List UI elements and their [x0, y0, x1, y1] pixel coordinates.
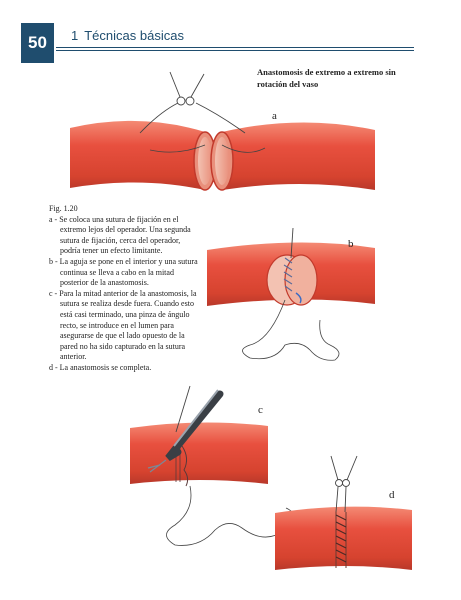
panel-a-illustration: [70, 72, 375, 190]
panel-label-d: d: [389, 489, 395, 501]
caption-item-d: d - La anastomosis se completa.: [49, 362, 152, 372]
panel-d-illustration: [275, 456, 412, 570]
figure-caption: [49, 204, 201, 374]
caption-item-c: c - Para la mitad anterior de la anastomosis, la sutura se realiza desde fuera. Cuando esto está casi terminado, una pinza de ángulo recto, se introduce en el lumen para asegurarse de que el lado opuesto de la pared no ha sido capturado en la sutura anterior.: [49, 288, 197, 362]
figure-label: Fig. 1.20: [49, 204, 78, 213]
chapter-number: 1: [71, 28, 79, 43]
caption-item-b: b - La aguja se pone en el interior y una sutura continua se lleva a cabo en la mitad posterior de la anastomosis.: [49, 256, 198, 288]
chapter-title: Técnicas básicas: [84, 28, 184, 43]
panel-label-b: b: [348, 238, 354, 250]
figure-title-line-2: rotación del vaso: [257, 79, 319, 89]
panel-label-c: c: [258, 404, 263, 416]
figure-title-line-1: Anastomosis de extremo a extremo sin: [257, 67, 396, 77]
panel-label-a: a: [272, 110, 277, 122]
panel-c-illustration: [130, 386, 294, 545]
caption-item-a: a - Se coloca una sutura de fijación en el extremo lejos del operador. Una segunda sutura de fijación, cerca del operador, podría tener un efecto limitante.: [49, 214, 191, 256]
page-number: 50: [21, 23, 54, 63]
